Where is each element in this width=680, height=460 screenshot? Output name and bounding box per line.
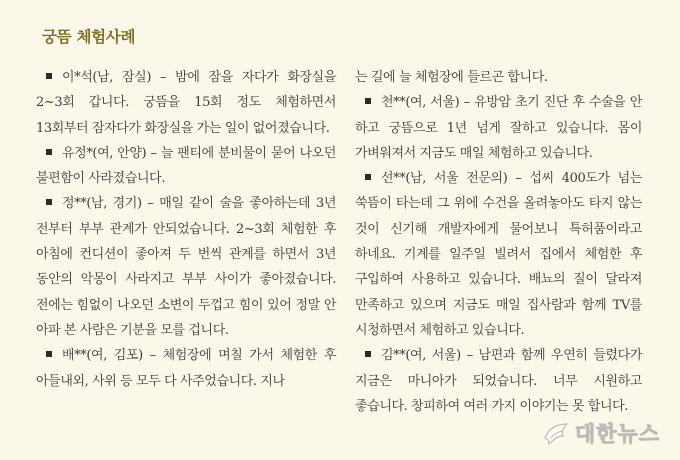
testimonial-text: 김**(여, 서울) – 남편과 함께 우연히 들렸다가 지금은 마니아가 되었습니다. 너무 시원하고 좋습니다. 창피하여 여러 가지 이야기는 못 합니다. [355,348,642,414]
testimonial-entry [36,65,336,141]
testimonial-text: 유정*(여, 안양) – 늘 팬티에 분비물이 묻어 나오던 불편함이 사라졌습니다. [36,145,336,187]
testimonial-continuation: 는 길에 늘 체험장에 들르곤 합니다. [355,70,548,85]
section-title: 궁뜸 체험사례 [42,28,136,46]
watermark [541,418,660,448]
square-bullet-icon [365,174,371,180]
testimonial-entry [355,90,642,166]
testimonial-entry [355,166,642,343]
testimonial-text: 정**(남, 경기) – 매일 같이 술을 좋아하는데 3년 전부터 부부 관계가 안되었습니다. 2~3회 체험한 후 아침에 컨디션이 좋아져 두 번씩 관계를 하면서 3년 동안의 악몽이 사라지고 부부 사이가 좋아졌습니다. 전에는 힘없이 나오던 소변이 두껍고 힘이 있어 정말 안 아파 본 사람은 기분을 모를 겁니다. [36,196,336,338]
testimonial-text: 이*석(남, 잠실) – 밤에 잠을 자다가 화장실을 2~3회 갑니다. 궁뜸을 15회 정도 체험하면서 13회부터 잠자다가 화장실을 가는 일이 없어졌습니다. [36,70,336,136]
testimonial-entry [36,343,336,394]
square-bullet-icon [46,73,52,79]
dove-icon [541,418,571,448]
testimonial-text: 배**(여, 김포) – 체험장에 며칠 가서 체험한 후 아들내외, 사위 등 모두 다 사주었습니다. 지나 [36,348,336,389]
square-bullet-icon [46,149,52,155]
testimonial-entry [355,343,642,419]
testimonial-text: 천**(여, 서울) – 유방암 초기 진단 후 수술을 안 하고 궁뜸으로 1년 넘게 잘하고 있습니다. 몸이 가벼워져서 지금도 매일 체험하고 있습니다. [355,95,642,161]
testimonial-text: 선**(남, 서울 전문의) – 섭씨 400도가 넘는 쑥뜸이 타는데 그 위에 수건을 올려놓아도 타지 않는 것이 신기해 개발자에게 물어보니 특허품이라고 하네요. 기계를 일주일 빌려서 집에서 체험한 후 구입하여 사용하고 있습니다. 배뇨의 질이 달라져 만족하고 있으며 지금도 매일 집사람과 함께 TV를 시청하면서 체험하고 있습니다. [355,171,642,338]
square-bullet-icon [365,351,371,357]
testimonial-entry [36,141,336,192]
left-column [36,65,336,394]
testimonial-entry [36,191,336,343]
square-bullet-icon [46,351,52,357]
right-column [355,65,642,419]
square-bullet-icon [365,98,371,104]
square-bullet-icon [46,199,52,205]
watermark-text: 대한뉴스 [574,422,660,446]
